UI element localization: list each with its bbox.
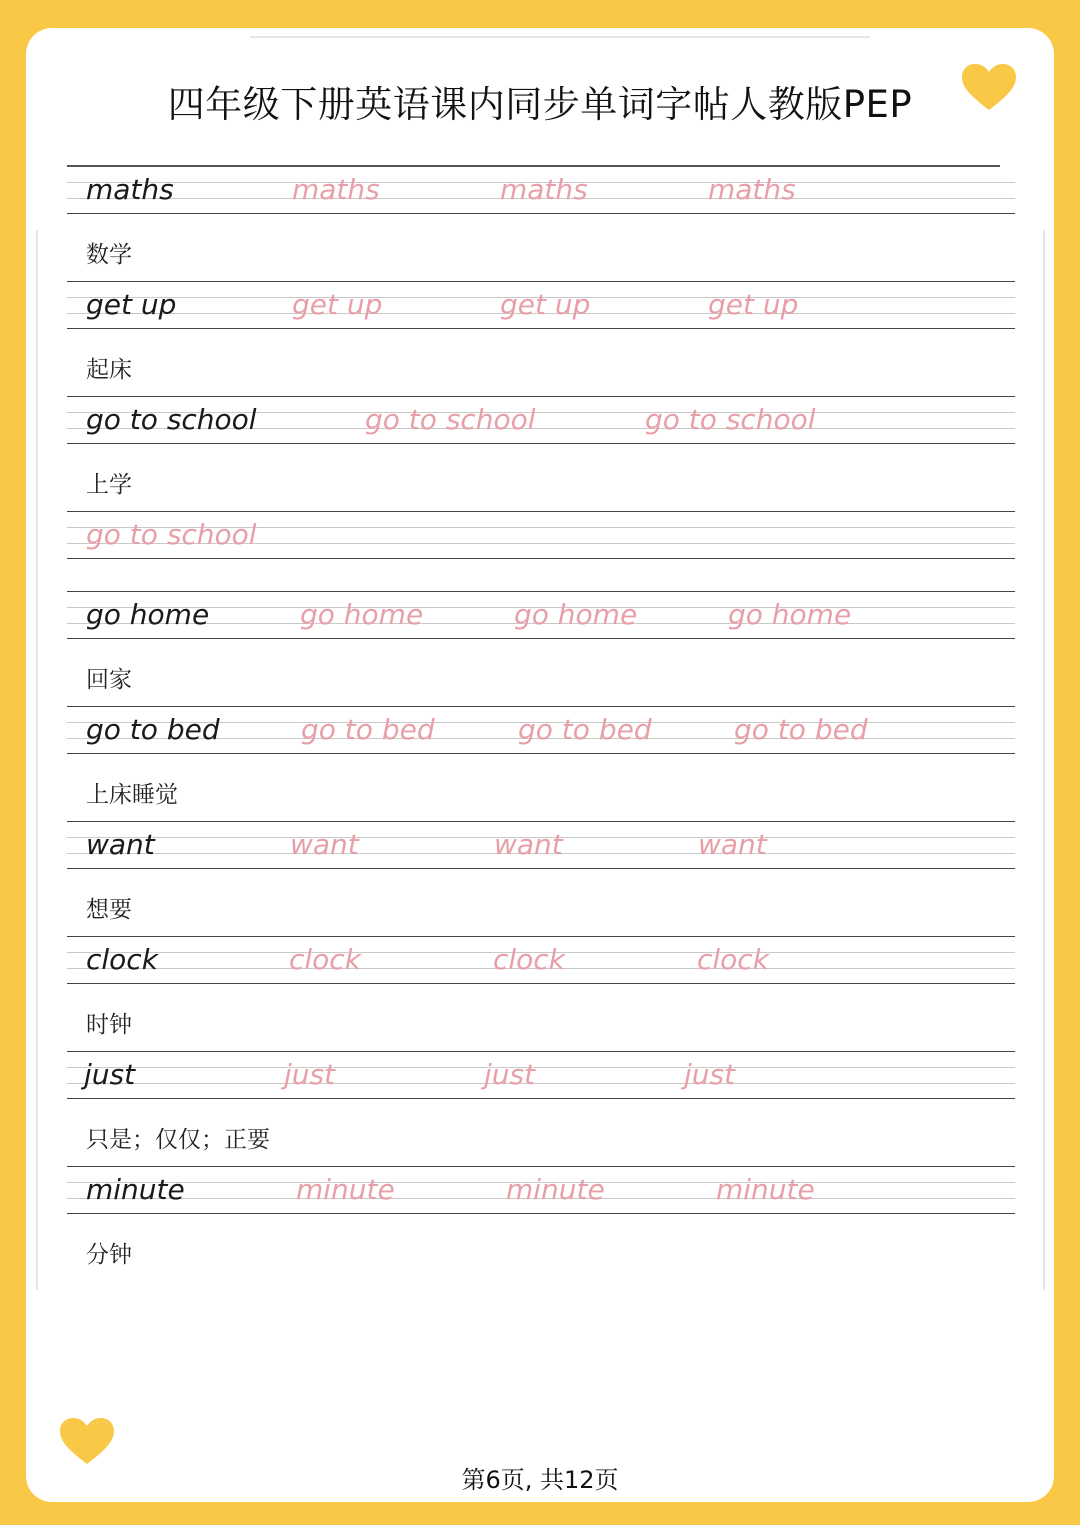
word-model: clock xyxy=(86,943,158,976)
word-row xyxy=(0,1051,1080,1171)
word-trace: want xyxy=(290,828,359,861)
word-model: just xyxy=(84,1058,136,1091)
word-row xyxy=(0,281,1080,401)
word-model: go home xyxy=(86,598,210,631)
word-row xyxy=(0,706,1080,826)
word-meaning: 只是；仅仅；正要 xyxy=(86,1127,270,1153)
word-trace: get up xyxy=(292,288,383,321)
word-trace: go to school xyxy=(645,403,816,436)
word-row xyxy=(0,591,1080,711)
word-trace: clock xyxy=(289,943,361,976)
word-meaning: 时钟 xyxy=(86,1012,132,1038)
word-trace: go to school xyxy=(365,403,536,436)
word-trace: just xyxy=(284,1058,336,1091)
word-meaning: 上床睡觉 xyxy=(86,782,178,808)
word-meaning: 回家 xyxy=(86,667,132,693)
word-meaning: 起床 xyxy=(86,357,132,383)
word-trace: minute xyxy=(716,1173,815,1206)
word-trace: get up xyxy=(708,288,799,321)
word-trace: just xyxy=(484,1058,536,1091)
word-trace: clock xyxy=(493,943,565,976)
word-model: go to bed xyxy=(86,713,220,746)
word-trace: go home xyxy=(514,598,638,631)
page-edge-top xyxy=(250,36,870,38)
word-meaning: 想要 xyxy=(86,897,132,923)
word-meaning: 数学 xyxy=(86,242,132,268)
word-trace: clock xyxy=(697,943,769,976)
heart-icon xyxy=(962,64,1016,112)
word-trace: maths xyxy=(500,173,588,206)
word-trace: go home xyxy=(300,598,424,631)
word-trace: maths xyxy=(708,173,796,206)
page-number: 第6页, 共12页 xyxy=(461,1466,619,1494)
word-row xyxy=(0,936,1080,1056)
word-trace: go to bed xyxy=(301,713,435,746)
heart-icon xyxy=(60,1418,114,1466)
word-trace: want xyxy=(698,828,767,861)
word-meaning: 上学 xyxy=(86,472,132,498)
word-trace: go to bed xyxy=(734,713,868,746)
word-model: maths xyxy=(86,173,174,206)
word-trace: want xyxy=(494,828,563,861)
word-trace: go home xyxy=(728,598,852,631)
page-title: 四年级下册英语课内同步单词字帖人教版PEP xyxy=(167,83,913,126)
word-model: want xyxy=(86,828,155,861)
word-trace: get up xyxy=(500,288,591,321)
word-trace: maths xyxy=(292,173,380,206)
word-model: get up xyxy=(86,288,177,321)
word-trace: minute xyxy=(296,1173,395,1206)
writing-lines xyxy=(67,1051,1015,1099)
word-trace: just xyxy=(684,1058,736,1091)
word-model: go to school xyxy=(86,403,257,436)
word-trace: go to school xyxy=(86,518,257,551)
word-row xyxy=(0,1166,1080,1286)
word-model: minute xyxy=(86,1173,185,1206)
word-meaning: 分钟 xyxy=(86,1242,132,1268)
word-trace: minute xyxy=(506,1173,605,1206)
word-row xyxy=(0,166,1080,286)
word-row xyxy=(0,821,1080,941)
word-trace: go to bed xyxy=(518,713,652,746)
word-row xyxy=(0,396,1080,516)
